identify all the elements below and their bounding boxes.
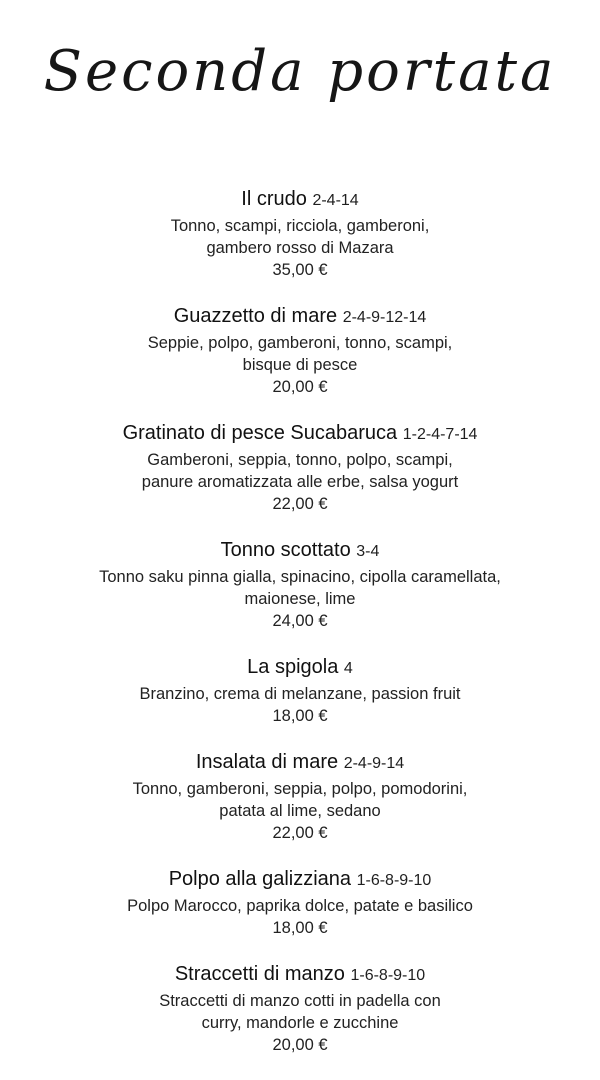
dish-description-line: curry, mandorle e zucchine — [201, 1014, 399, 1032]
dish-name: Polpo alla galizziana — [168, 868, 352, 890]
dish-description-line: panure aromatizzata alle erbe, salsa yogurt — [141, 473, 459, 491]
dish-description — [0, 449, 600, 493]
dish-allergens: 2-4-9-14 — [343, 755, 405, 772]
dish-allergens: 2-4-9-12-14 — [342, 309, 427, 326]
dish-item — [0, 866, 600, 940]
dish-price: 22,00 € — [272, 824, 328, 842]
dish-description — [0, 895, 600, 917]
dish-item — [0, 420, 600, 516]
dish-description — [0, 778, 600, 822]
dish-allergens: 1-2-4-7-14 — [402, 426, 478, 443]
dish-heading — [0, 303, 600, 331]
dish-price: 20,00 € — [272, 1036, 328, 1054]
dish-item — [0, 303, 600, 399]
dish-price: 18,00 € — [272, 707, 328, 725]
dish-heading — [0, 420, 600, 448]
dish-name: Insalata di mare — [195, 751, 339, 773]
dish-item — [0, 537, 600, 633]
dish-name: Straccetti di manzo — [174, 963, 345, 985]
dish-item — [0, 961, 600, 1057]
dish-description-line: Tonno saku pinna gialla, spinacino, cipolla caramellata, — [99, 568, 501, 586]
dish-name: Guazzetto di mare — [173, 305, 338, 327]
dish-price: 24,00 € — [272, 612, 328, 630]
dish-description-line: bisque di pesce — [242, 356, 358, 374]
dish-description-line: Branzino, crema di melanzane, passion fruit — [139, 685, 461, 703]
dish-heading — [0, 537, 600, 565]
dish-allergens: 1-6-8-9-10 — [356, 872, 432, 889]
dish-description-line: Straccetti di manzo cotti in padella con — [159, 992, 441, 1010]
dish-price: 22,00 € — [272, 495, 328, 513]
dish-name: Tonno scottato — [220, 539, 351, 561]
dish-item — [0, 749, 600, 845]
dish-price: 35,00 € — [272, 261, 328, 279]
dish-price: 18,00 € — [272, 919, 328, 937]
dish-name: Gratinato di pesce Sucabaruca — [122, 422, 398, 444]
dish-description-line: Polpo Marocco, paprika dolce, patate e basilico — [127, 897, 473, 915]
dish-description-line: patata al lime, sedano — [219, 802, 381, 820]
dish-heading — [0, 961, 600, 989]
dish-description-line: Tonno, gamberoni, seppia, polpo, pomodorini, — [132, 780, 468, 798]
dish-name: La spigola — [247, 656, 339, 678]
dish-description — [0, 566, 600, 610]
dish-allergens: 4 — [343, 660, 353, 677]
dish-list — [0, 186, 600, 1078]
dish-description — [0, 332, 600, 376]
dish-price: 20,00 € — [272, 378, 328, 396]
dish-heading — [0, 186, 600, 214]
dish-description-line: gambero rosso di Mazara — [206, 239, 394, 257]
dish-heading — [0, 866, 600, 894]
dish-description — [0, 990, 600, 1034]
dish-allergens: 3-4 — [356, 543, 380, 560]
dish-description-line: Tonno, scampi, ricciola, gamberoni, — [170, 217, 430, 235]
dish-heading — [0, 749, 600, 777]
dish-heading — [0, 654, 600, 682]
dish-item — [0, 186, 600, 282]
dish-allergens: 2-4-14 — [312, 192, 359, 209]
page-title: Seconda portata — [43, 39, 557, 104]
dish-description-line: Gamberoni, seppia, tonno, polpo, scampi, — [147, 451, 453, 469]
dish-description-line: maionese, lime — [244, 590, 356, 608]
dish-allergens: 1-6-8-9-10 — [350, 967, 426, 984]
dish-name: Il crudo — [241, 188, 307, 210]
dish-description-line: Seppie, polpo, gamberoni, tonno, scampi, — [147, 334, 453, 352]
dish-item — [0, 654, 600, 728]
dish-description — [0, 215, 600, 259]
dish-description — [0, 683, 600, 705]
